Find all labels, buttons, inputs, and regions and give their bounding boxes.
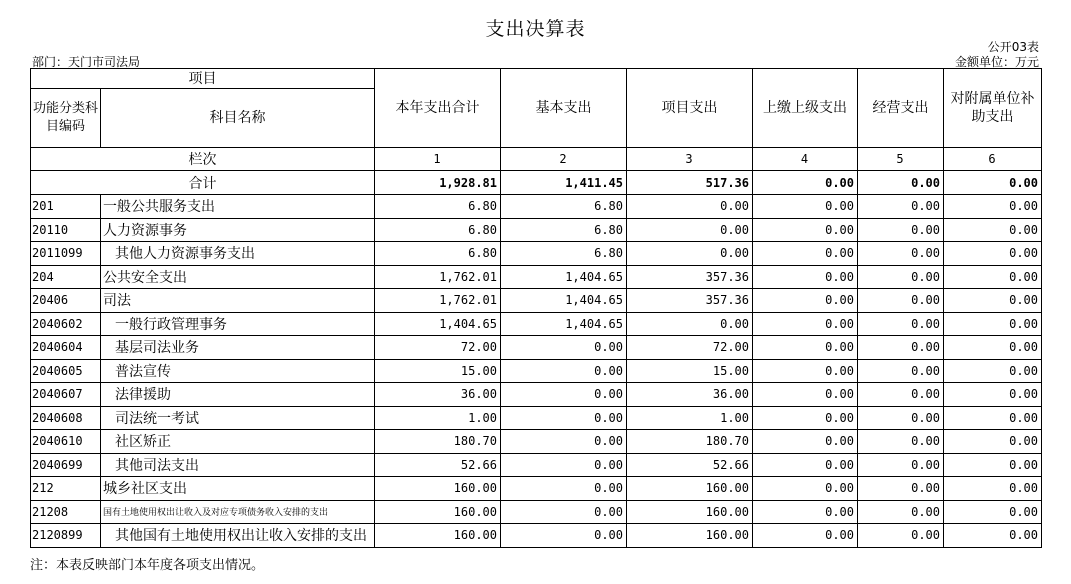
row-value: 0.00 bbox=[858, 500, 944, 524]
column-index-label: 栏次 bbox=[31, 148, 375, 171]
row-value: 0.00 bbox=[753, 430, 858, 454]
row-value: 0.00 bbox=[858, 218, 944, 242]
row-name: 法律援助 bbox=[101, 383, 375, 407]
row-value: 0.00 bbox=[858, 524, 944, 548]
row-value: 0.00 bbox=[753, 359, 858, 383]
row-value: 72.00 bbox=[375, 336, 501, 360]
row-value: 160.00 bbox=[375, 500, 501, 524]
row-value: 52.66 bbox=[627, 453, 753, 477]
row-name: 司法 bbox=[101, 289, 375, 313]
row-value: 160.00 bbox=[627, 500, 753, 524]
row-value: 0.00 bbox=[944, 242, 1042, 266]
row-value: 0.00 bbox=[753, 218, 858, 242]
table-row bbox=[31, 289, 1042, 313]
row-value: 0.00 bbox=[753, 406, 858, 430]
table-row bbox=[31, 218, 1042, 242]
column-index-row bbox=[31, 148, 1042, 171]
row-value: 0.00 bbox=[501, 430, 627, 454]
total-label: 合计 bbox=[31, 171, 375, 195]
row-value: 0.00 bbox=[627, 242, 753, 266]
row-value: 0.00 bbox=[858, 406, 944, 430]
row-value: 0.00 bbox=[944, 453, 1042, 477]
total-value: 0.00 bbox=[944, 171, 1042, 195]
row-value: 0.00 bbox=[944, 500, 1042, 524]
row-value: 0.00 bbox=[753, 477, 858, 501]
row-value: 160.00 bbox=[375, 477, 501, 501]
row-code: 2040699 bbox=[31, 453, 101, 477]
table-row bbox=[31, 359, 1042, 383]
table-row bbox=[31, 453, 1042, 477]
row-value: 0.00 bbox=[501, 524, 627, 548]
column-index-num: 1 bbox=[375, 148, 501, 171]
row-code: 2120899 bbox=[31, 524, 101, 548]
row-name: 国有土地使用权出让收入及对应专项债务收入安排的支出 bbox=[101, 500, 375, 524]
row-value: 36.00 bbox=[627, 383, 753, 407]
row-value: 15.00 bbox=[627, 359, 753, 383]
row-value: 36.00 bbox=[375, 383, 501, 407]
table-row bbox=[31, 265, 1042, 289]
row-value: 0.00 bbox=[753, 383, 858, 407]
table-row bbox=[31, 383, 1042, 407]
table-row bbox=[31, 242, 1042, 266]
total-row bbox=[31, 171, 1042, 195]
row-value: 0.00 bbox=[944, 289, 1042, 313]
row-value: 1,404.65 bbox=[501, 289, 627, 313]
row-name: 基层司法业务 bbox=[101, 336, 375, 360]
row-name: 普法宣传 bbox=[101, 359, 375, 383]
page-title: 支出决算表 bbox=[485, 18, 586, 40]
table-row bbox=[31, 477, 1042, 501]
table-row bbox=[31, 524, 1042, 548]
row-value: 0.00 bbox=[753, 312, 858, 336]
row-value: 0.00 bbox=[858, 242, 944, 266]
row-value: 1,404.65 bbox=[501, 312, 627, 336]
column-index-num: 6 bbox=[944, 148, 1042, 171]
row-code: 2011099 bbox=[31, 242, 101, 266]
column-index-num: 5 bbox=[858, 148, 944, 171]
total-value: 0.00 bbox=[858, 171, 944, 195]
row-value: 6.80 bbox=[501, 242, 627, 266]
row-value: 6.80 bbox=[375, 242, 501, 266]
row-code: 2040605 bbox=[31, 359, 101, 383]
table-row bbox=[31, 312, 1042, 336]
row-value: 6.80 bbox=[375, 195, 501, 219]
column-index-num: 3 bbox=[627, 148, 753, 171]
row-value: 160.00 bbox=[627, 524, 753, 548]
column-index-num: 4 bbox=[753, 148, 858, 171]
row-value: 0.00 bbox=[944, 265, 1042, 289]
row-name: 司法统一考试 bbox=[101, 406, 375, 430]
row-value: 0.00 bbox=[858, 359, 944, 383]
row-value: 1,762.01 bbox=[375, 265, 501, 289]
row-value: 0.00 bbox=[944, 312, 1042, 336]
row-value: 0.00 bbox=[753, 500, 858, 524]
row-value: 0.00 bbox=[753, 289, 858, 313]
total-value: 517.36 bbox=[627, 171, 753, 195]
table-row bbox=[31, 430, 1042, 454]
row-value: 0.00 bbox=[944, 195, 1042, 219]
row-value: 0.00 bbox=[501, 359, 627, 383]
row-code: 21208 bbox=[31, 500, 101, 524]
department-label: 部门：天门市司法局 bbox=[32, 55, 141, 69]
header-row-1 bbox=[31, 69, 1042, 89]
total-value: 1,928.81 bbox=[375, 171, 501, 195]
column-index-num: 2 bbox=[501, 148, 627, 171]
row-value: 0.00 bbox=[944, 383, 1042, 407]
row-name: 其他人力资源事务支出 bbox=[101, 242, 375, 266]
row-code: 20406 bbox=[31, 289, 101, 313]
row-value: 0.00 bbox=[944, 218, 1042, 242]
row-code: 2040610 bbox=[31, 430, 101, 454]
row-name: 社区矫正 bbox=[101, 430, 375, 454]
row-name: 一般行政管理事务 bbox=[101, 312, 375, 336]
row-value: 0.00 bbox=[858, 477, 944, 501]
row-value: 0.00 bbox=[944, 406, 1042, 430]
row-name: 其他司法支出 bbox=[101, 453, 375, 477]
row-value: 180.70 bbox=[627, 430, 753, 454]
header-item: 项目 bbox=[31, 69, 375, 89]
row-value: 0.00 bbox=[753, 453, 858, 477]
row-value: 160.00 bbox=[375, 524, 501, 548]
row-name: 一般公共服务支出 bbox=[101, 195, 375, 219]
row-value: 1,404.65 bbox=[375, 312, 501, 336]
row-value: 6.80 bbox=[375, 218, 501, 242]
header-col-2: 基本支出 bbox=[501, 69, 627, 148]
row-value: 0.00 bbox=[501, 500, 627, 524]
row-value: 0.00 bbox=[944, 359, 1042, 383]
row-value: 0.00 bbox=[858, 195, 944, 219]
header-col-1: 本年支出合计 bbox=[375, 69, 501, 148]
row-value: 0.00 bbox=[858, 265, 944, 289]
header-subject-name: 科目名称 bbox=[101, 89, 375, 148]
row-value: 0.00 bbox=[627, 218, 753, 242]
row-value: 0.00 bbox=[944, 477, 1042, 501]
row-value: 0.00 bbox=[753, 336, 858, 360]
row-value: 1.00 bbox=[375, 406, 501, 430]
row-value: 0.00 bbox=[501, 336, 627, 360]
row-value: 0.00 bbox=[944, 430, 1042, 454]
footnote: 注：本表反映部门本年度各项支出情况。 bbox=[30, 558, 265, 573]
row-value: 0.00 bbox=[501, 453, 627, 477]
table-row bbox=[31, 406, 1042, 430]
header-col-5: 经营支出 bbox=[858, 69, 944, 148]
row-value: 0.00 bbox=[501, 383, 627, 407]
table-row bbox=[31, 500, 1042, 524]
header-col-3: 项目支出 bbox=[627, 69, 753, 148]
row-value: 0.00 bbox=[753, 242, 858, 266]
row-code: 2040604 bbox=[31, 336, 101, 360]
row-code: 20110 bbox=[31, 218, 101, 242]
row-code: 201 bbox=[31, 195, 101, 219]
row-value: 0.00 bbox=[753, 195, 858, 219]
table-number: 公开03表 bbox=[987, 40, 1039, 54]
row-value: 52.66 bbox=[375, 453, 501, 477]
row-value: 6.80 bbox=[501, 218, 627, 242]
total-value: 0.00 bbox=[753, 171, 858, 195]
row-code: 2040607 bbox=[31, 383, 101, 407]
row-code: 204 bbox=[31, 265, 101, 289]
row-value: 0.00 bbox=[753, 524, 858, 548]
unit-label: 金额单位：万元 bbox=[954, 55, 1039, 69]
row-value: 0.00 bbox=[501, 477, 627, 501]
row-name: 城乡社区支出 bbox=[101, 477, 375, 501]
row-value: 6.80 bbox=[501, 195, 627, 219]
row-value: 72.00 bbox=[627, 336, 753, 360]
row-value: 1,404.65 bbox=[501, 265, 627, 289]
table-row bbox=[31, 195, 1042, 219]
row-code: 2040602 bbox=[31, 312, 101, 336]
row-value: 180.70 bbox=[375, 430, 501, 454]
row-value: 357.36 bbox=[627, 289, 753, 313]
header-func-code: 功能分类科目编码 bbox=[31, 89, 101, 148]
header-col-6: 对附属单位补助支出 bbox=[944, 69, 1042, 148]
row-name: 人力资源事务 bbox=[101, 218, 375, 242]
row-name: 公共安全支出 bbox=[101, 265, 375, 289]
row-value: 0.00 bbox=[501, 406, 627, 430]
row-value: 0.00 bbox=[944, 524, 1042, 548]
row-value: 0.00 bbox=[858, 453, 944, 477]
row-value: 0.00 bbox=[627, 195, 753, 219]
row-value: 0.00 bbox=[858, 289, 944, 313]
table-row bbox=[31, 336, 1042, 360]
total-value: 1,411.45 bbox=[501, 171, 627, 195]
row-value: 0.00 bbox=[858, 430, 944, 454]
expenditure-table bbox=[30, 68, 1042, 548]
row-value: 0.00 bbox=[944, 336, 1042, 360]
row-value: 160.00 bbox=[627, 477, 753, 501]
row-value: 0.00 bbox=[753, 265, 858, 289]
row-value: 1.00 bbox=[627, 406, 753, 430]
row-value: 0.00 bbox=[858, 336, 944, 360]
row-code: 212 bbox=[31, 477, 101, 501]
row-value: 0.00 bbox=[858, 383, 944, 407]
row-code: 2040608 bbox=[31, 406, 101, 430]
row-value: 1,762.01 bbox=[375, 289, 501, 313]
header-col-4: 上缴上级支出 bbox=[753, 69, 858, 148]
row-value: 357.36 bbox=[627, 265, 753, 289]
row-value: 15.00 bbox=[375, 359, 501, 383]
row-value: 0.00 bbox=[627, 312, 753, 336]
row-value: 0.00 bbox=[858, 312, 944, 336]
row-name: 其他国有土地使用权出让收入安排的支出 bbox=[101, 524, 375, 548]
